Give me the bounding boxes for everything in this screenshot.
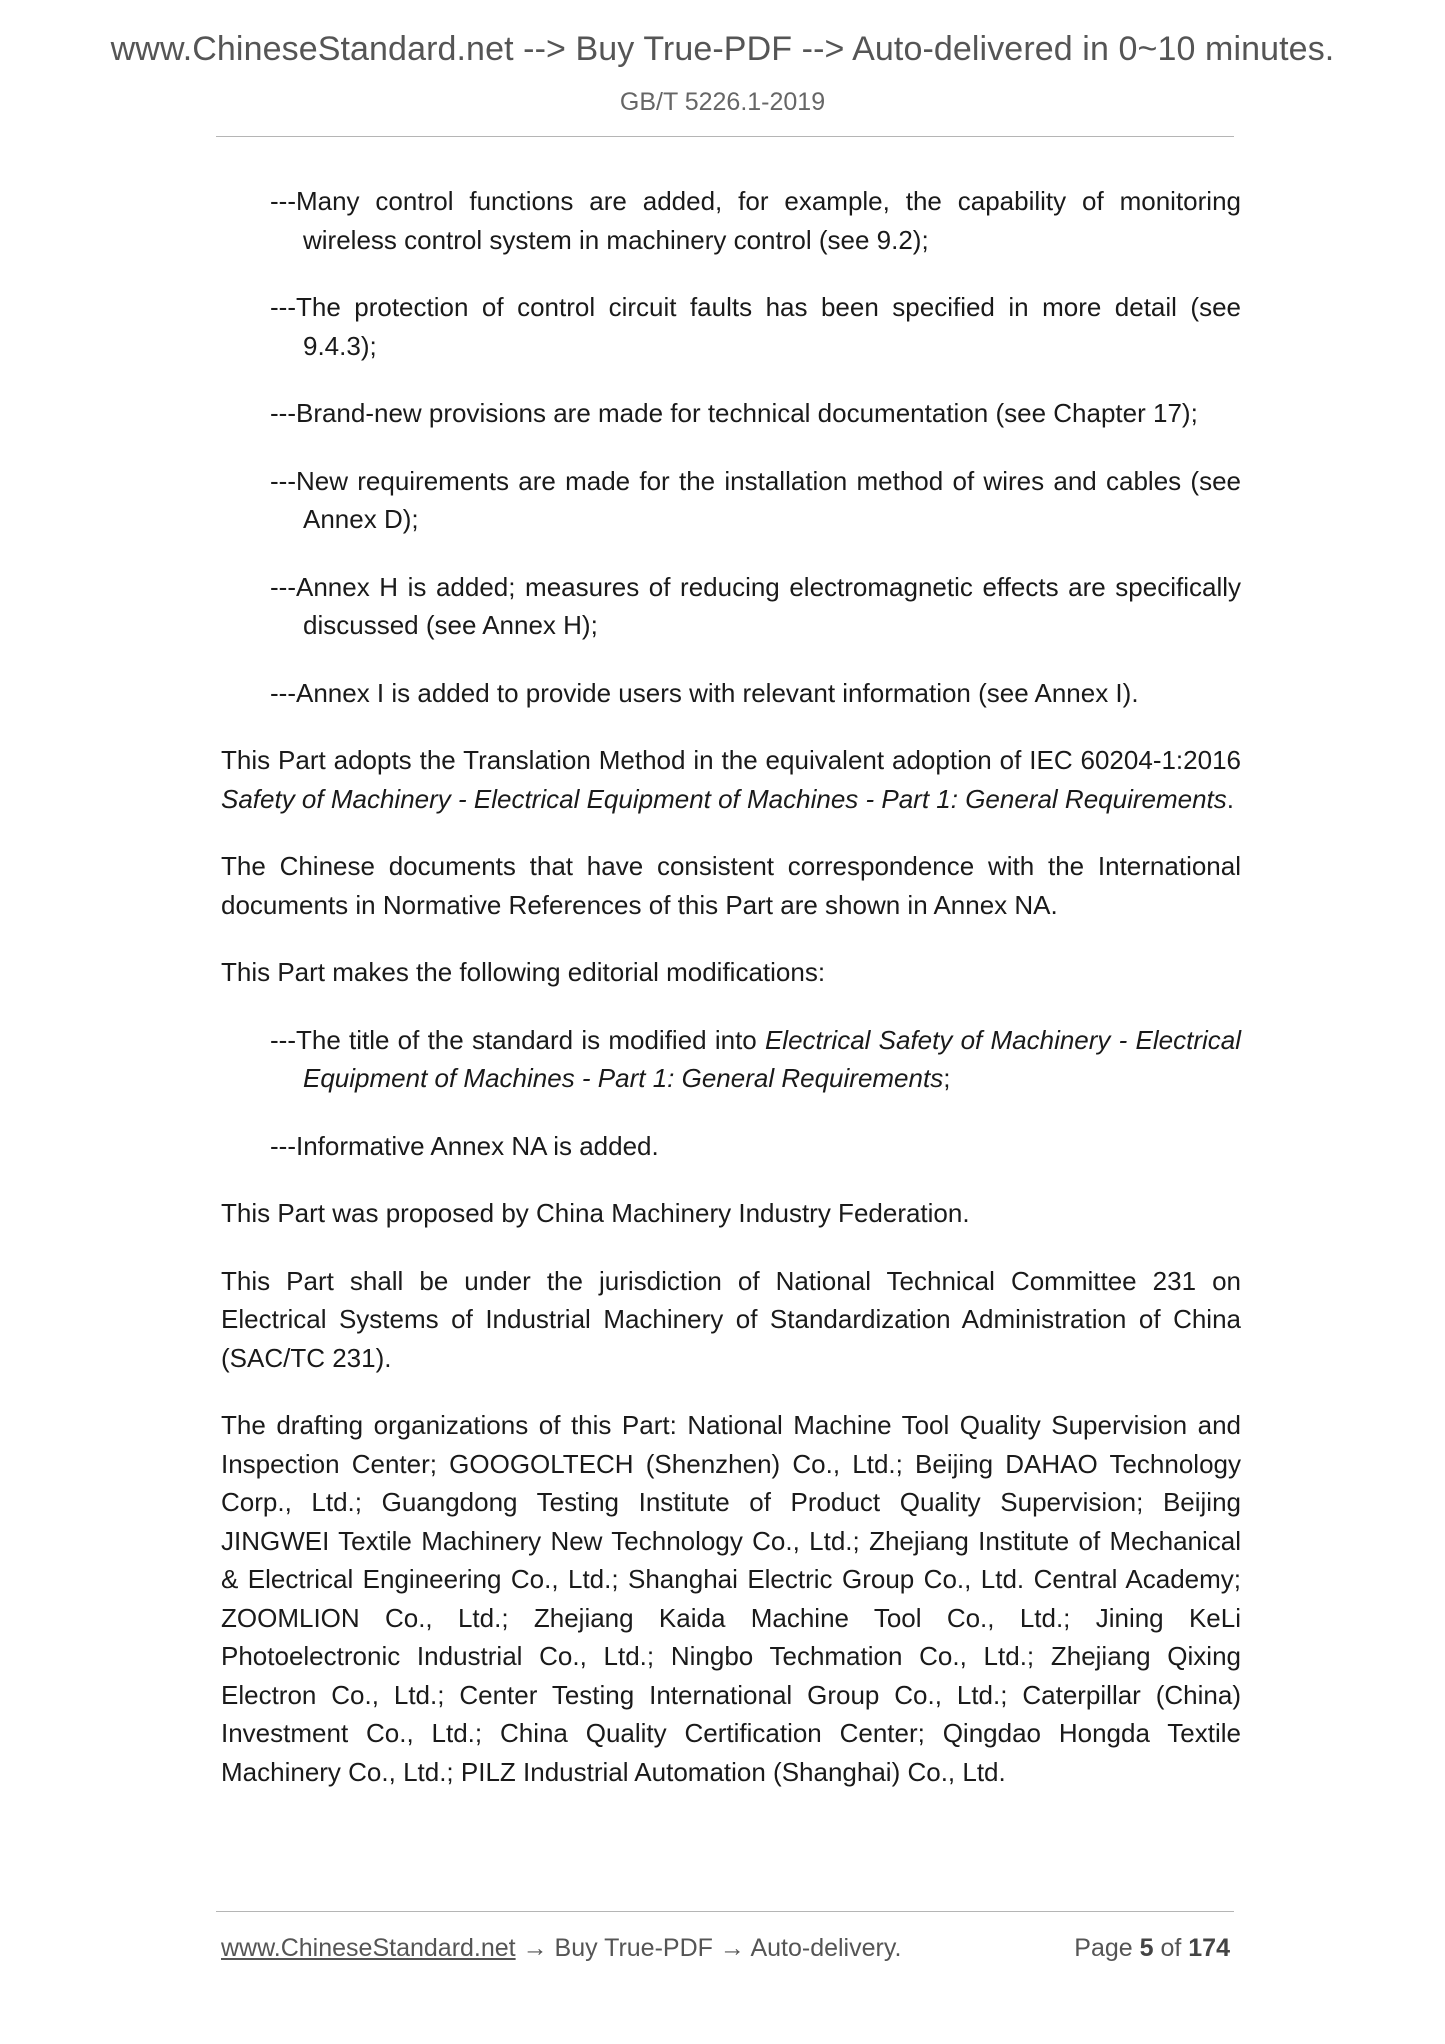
adoption-period: . <box>1226 783 1235 814</box>
site-banner: www.ChineseStandard.net --> Buy True-PDF --> Auto-delivered in 0~10 minutes. <box>110 30 1335 68</box>
footer-promo <box>221 1934 901 1963</box>
buy-text: Buy True-PDF <box>554 1934 713 1962</box>
adoption-paragraph <box>221 741 1241 818</box>
page-label: Page <box>1074 1934 1133 1962</box>
list-item: ---Brand-new provisions are made for technical documentation (see Chapter 17); <box>270 398 1198 428</box>
editorial-intro: This Part makes the following editorial modifications: <box>221 957 826 987</box>
title-modification-end: ; <box>943 1063 951 1093</box>
delivery-text: Auto-delivery. <box>750 1934 902 1962</box>
list-item: ---The protection of control circuit faults has been specified in more detail (see 9.4.3); <box>270 292 1241 361</box>
correspondence-paragraph: The Chinese documents that have consistent correspondence with the International documents in Normative References of this Part are shown in Annex NA. <box>221 851 1241 920</box>
page-indicator <box>1074 1934 1230 1963</box>
title-modification-text: ---The title of the standard is modified into <box>270 1024 765 1055</box>
list-item: ---Many control functions are added, for example, the capability of monitoring wireless control system in machinery control (see 9.2); <box>270 186 1241 255</box>
adoption-text: This Part adopts the Translation Method in the equivalent adoption of IEC 60204-1:2016 <box>221 745 1241 775</box>
adopted-standard-title: Safety of Machinery - Electrical Equipment of Machines - Part 1: General Requirements <box>221 783 1227 814</box>
page-number: 5 <box>1139 1934 1154 1962</box>
header-divider <box>216 136 1234 137</box>
standard-code: GB/T 5226.1-2019 <box>619 88 826 116</box>
list-item: ---Annex H is added; measures of reducing electromagnetic effects are specifically discussed (see Annex H); <box>270 571 1241 640</box>
footer-divider <box>216 1911 1234 1912</box>
modified-title: Electrical Safety of Machinery - Electrical Equipment of Machines - Part 1: General Requirements <box>303 1024 1241 1093</box>
of-label: of <box>1160 1934 1182 1962</box>
proposed-by-paragraph: This Part was proposed by China Machinery Industry Federation. <box>221 1198 970 1228</box>
total-pages: 174 <box>1188 1934 1230 1962</box>
list-item <box>270 1021 1241 1098</box>
list-item: ---Annex I is added to provide users with relevant information (see Annex I). <box>270 677 1139 708</box>
arrow-right-icon: → <box>719 1934 745 1962</box>
site-link[interactable]: www.ChineseStandard.net <box>221 1934 516 1962</box>
list-item: ---New requirements are made for the installation method of wires and cables (see Annex D); <box>270 465 1241 534</box>
document-body <box>221 182 1241 1820</box>
drafting-organizations-paragraph: The drafting organizations of this Part: National Machine Tool Quality Supervision and Inspection Center; GOOGOLTECH (Shenzhen) Co., Ltd.; Beijing DAHAO Technology Corp., Ltd.; Guangdong Testing Institute of Product Quality Supervision; Beijing JINGWEI Textile Machinery New Technology Co., Ltd.; Zhejiang Institute of Mechanical & Electrical Engineering Co., Ltd.; Shanghai Electric Group Co., Ltd. Central Academy; ZOOMLION Co., Ltd.; Zhejiang Kaida Machine Tool Co., Ltd.; Jining KeLi Photoelectronic Industrial Co., Ltd.; Ningbo Techmation Co., Ltd.; Zhejiang Qixing Electron Co., Ltd.; Center Testing International Group Co., Ltd.; Caterpillar (China) Investment Co., Ltd.; China Quality Certification Center; Qingdao Hongda Textile Machinery Co., Ltd.; PILZ Industrial Automation (Shanghai) Co., Ltd. <box>221 1410 1241 1787</box>
arrow-right-icon: → <box>522 1934 548 1962</box>
list-item: ---Informative Annex NA is added. <box>270 1130 659 1161</box>
jurisdiction-paragraph: This Part shall be under the jurisdiction of National Technical Committee 231 on Electrical Systems of Industrial Machinery of Standardization Administration of China (SAC/TC 231). <box>221 1265 1241 1373</box>
